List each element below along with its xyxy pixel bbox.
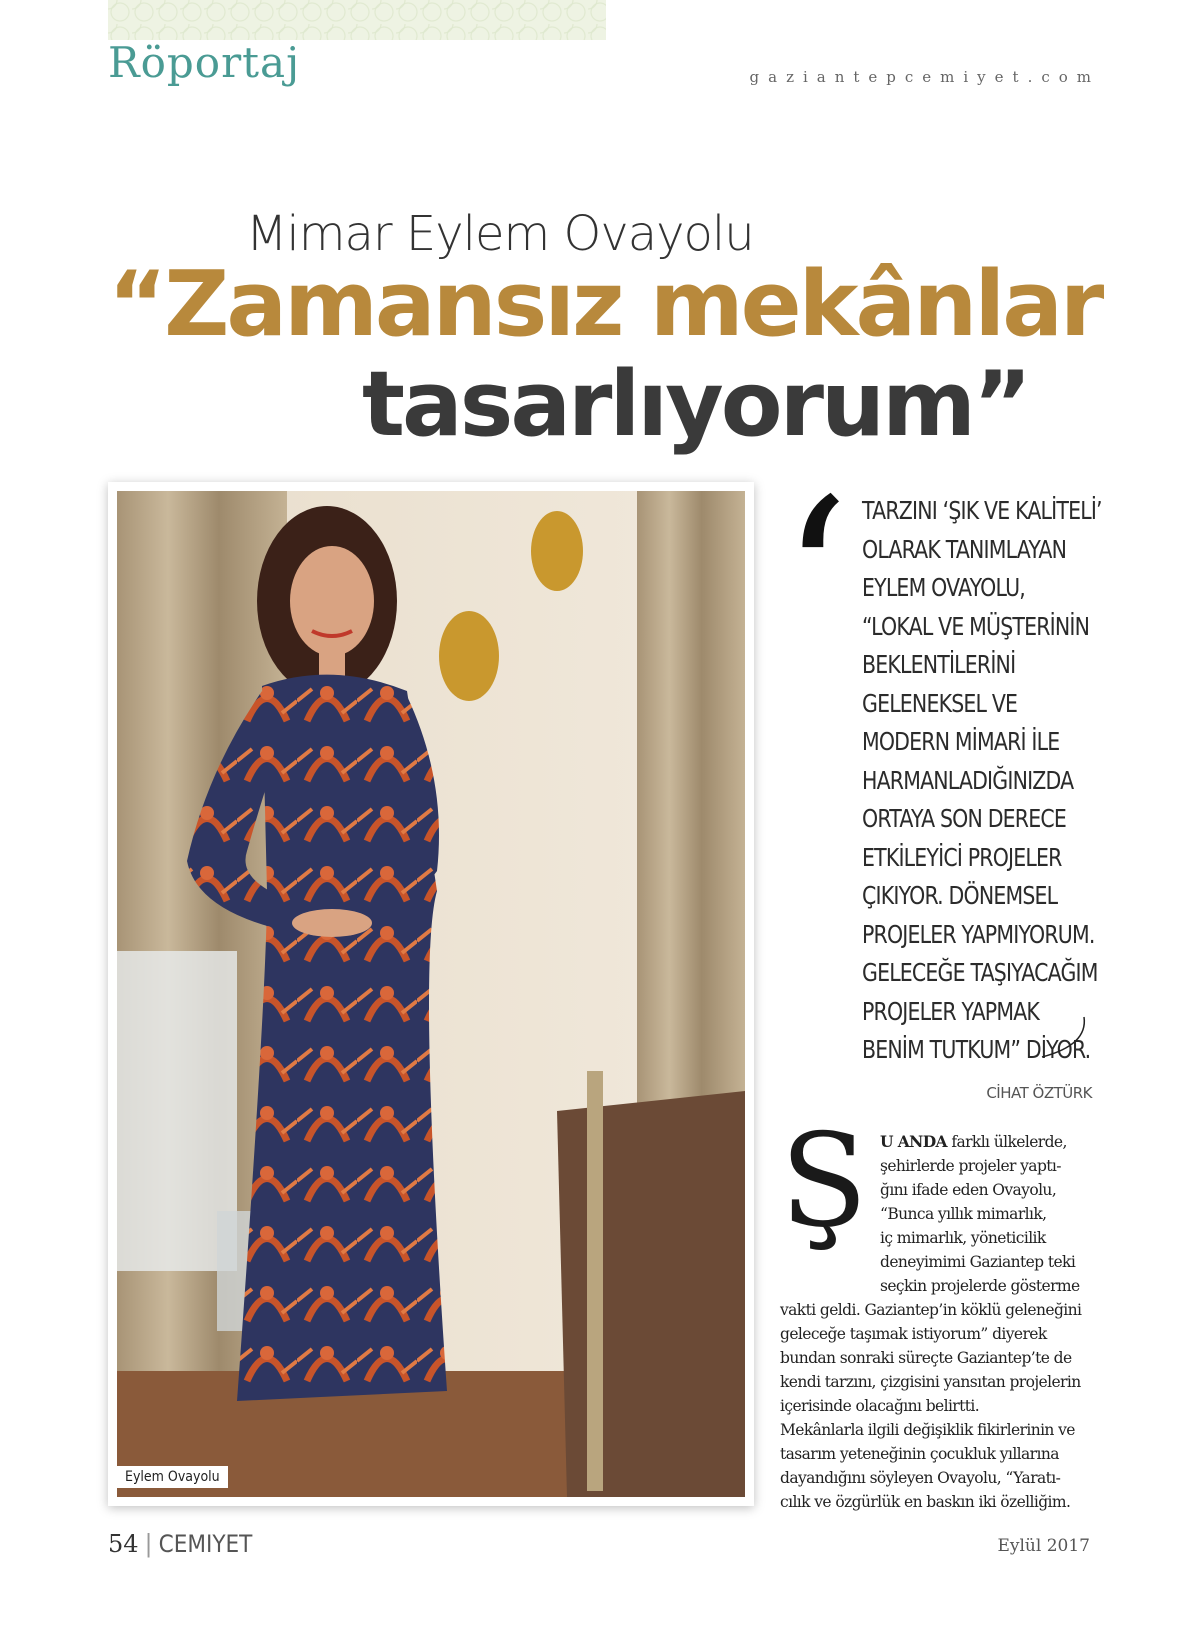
body-line: ğını ifade eden Ovayolu, [880,1181,1057,1199]
pull-quote-line: EYLEM OVAYOLU, [862,573,1025,602]
body-line: şehirlerde projeler yaptı- [880,1157,1061,1175]
body-line: cılık ve özgürlük en baskın iki özelliğim. [780,1493,1071,1511]
body-line: Mekânlarla ilgili değişiklik fikirlerinin ve [780,1421,1075,1439]
headline-line-2: tasarlıyorum” [362,352,1030,457]
body-line: deneyimimi Gaziantep teki [880,1253,1076,1271]
body-line: kendi tarzını, çizgisini yansıtan projelerin [780,1373,1081,1391]
photo-caption: Eylem Ovayolu [117,1466,228,1488]
pull-quote-line: PROJELER YAPMAK [862,996,1040,1026]
header-pattern-band [108,0,606,40]
pull-quote-line: OLARAK TANIMLAYAN [862,534,1067,564]
chair [557,1091,745,1497]
pull-quote-line: “LOKAL VE MÜŞTERİNİN [862,611,1090,641]
body-line: dayandığını söyleyen Ovayolu, “Yaratı- [780,1469,1061,1487]
cherub-left [439,611,499,701]
drop-cap: Ş [780,1107,868,1256]
quote-mark-icon: ‘ [780,452,850,708]
portrait-illustration [117,491,745,1497]
pull-quote-line: ETKİLEYİCİ PROJELER [862,842,1062,872]
body-line: iç mimarlık, yöneticilik [880,1229,1046,1247]
pull-quote-line: GELECEĞE TAŞIYACAĞIM [862,958,1098,987]
issue-date: Eylül 2017 [997,1536,1090,1556]
body-line: geleceğe taşımak istiyorum” diyerek [780,1325,1047,1343]
pull-quote-line: TARZINI ‘ŞIK VE KALİTELİ’ [862,496,1102,525]
face [290,546,374,656]
body-line: U ANDA farklı ülkelerde, [880,1132,1067,1151]
footer-separator: | [144,1530,153,1558]
article-subtitle: Mimar Eylem Ovayolu [246,206,754,262]
pull-quote-line: HARMANLADIĞINIZDA [862,765,1074,795]
body-line: seçkin projelerde gösterme [880,1277,1080,1295]
photo-frame [108,482,754,1506]
body-line: vakti geldi. Gaziantep’in köklü geleneğini [780,1301,1082,1319]
pull-quote-line: ÇIKIYOR. DÖNEMSEL [862,881,1058,910]
pull-quote-line: PROJELER YAPMIYORUM. [862,919,1095,949]
pull-quote [862,492,1108,1070]
page-number: 54 [108,1530,139,1558]
quote-end-curve-icon [1040,1015,1090,1060]
pull-quote-line: BEKLENTİLERİNİ [862,650,1016,679]
article-body-indented [880,1130,1080,1298]
byline: CİHAT ÖZTÜRK [986,1084,1092,1102]
cherub-right [531,511,583,591]
headline-line-1: “Zamansız mekânlar [108,252,1102,357]
magazine-name: CEMIYET [158,1530,253,1558]
body-line: tasarım yeteneğinin çocukluk yıllarına [780,1445,1059,1463]
site-url[interactable]: gaziantepcemiyet.com [749,68,1100,86]
pull-quote-line: GELENEKSEL VE [862,688,1018,718]
lead-in: U ANDA [880,1132,947,1151]
section-label: Röportaj [108,38,301,87]
article-body [780,1298,1081,1514]
pull-quote-line: MODERN MİMARİ İLE [862,727,1060,756]
pull-quote-line: ORTAYA SON DERECE [862,804,1066,833]
body-line: içerisinde olacağını belirtti. [780,1397,980,1415]
portrait-photo [117,491,745,1497]
body-line: “Bunca yıllık mimarlık, [880,1205,1047,1223]
body-line: bundan sonraki süreçte Gaziantep’te de [780,1349,1072,1367]
pull-quote-line: BENİM TUTKUM” DİYOR. [862,1035,1091,1064]
footer-folio [108,1530,252,1558]
